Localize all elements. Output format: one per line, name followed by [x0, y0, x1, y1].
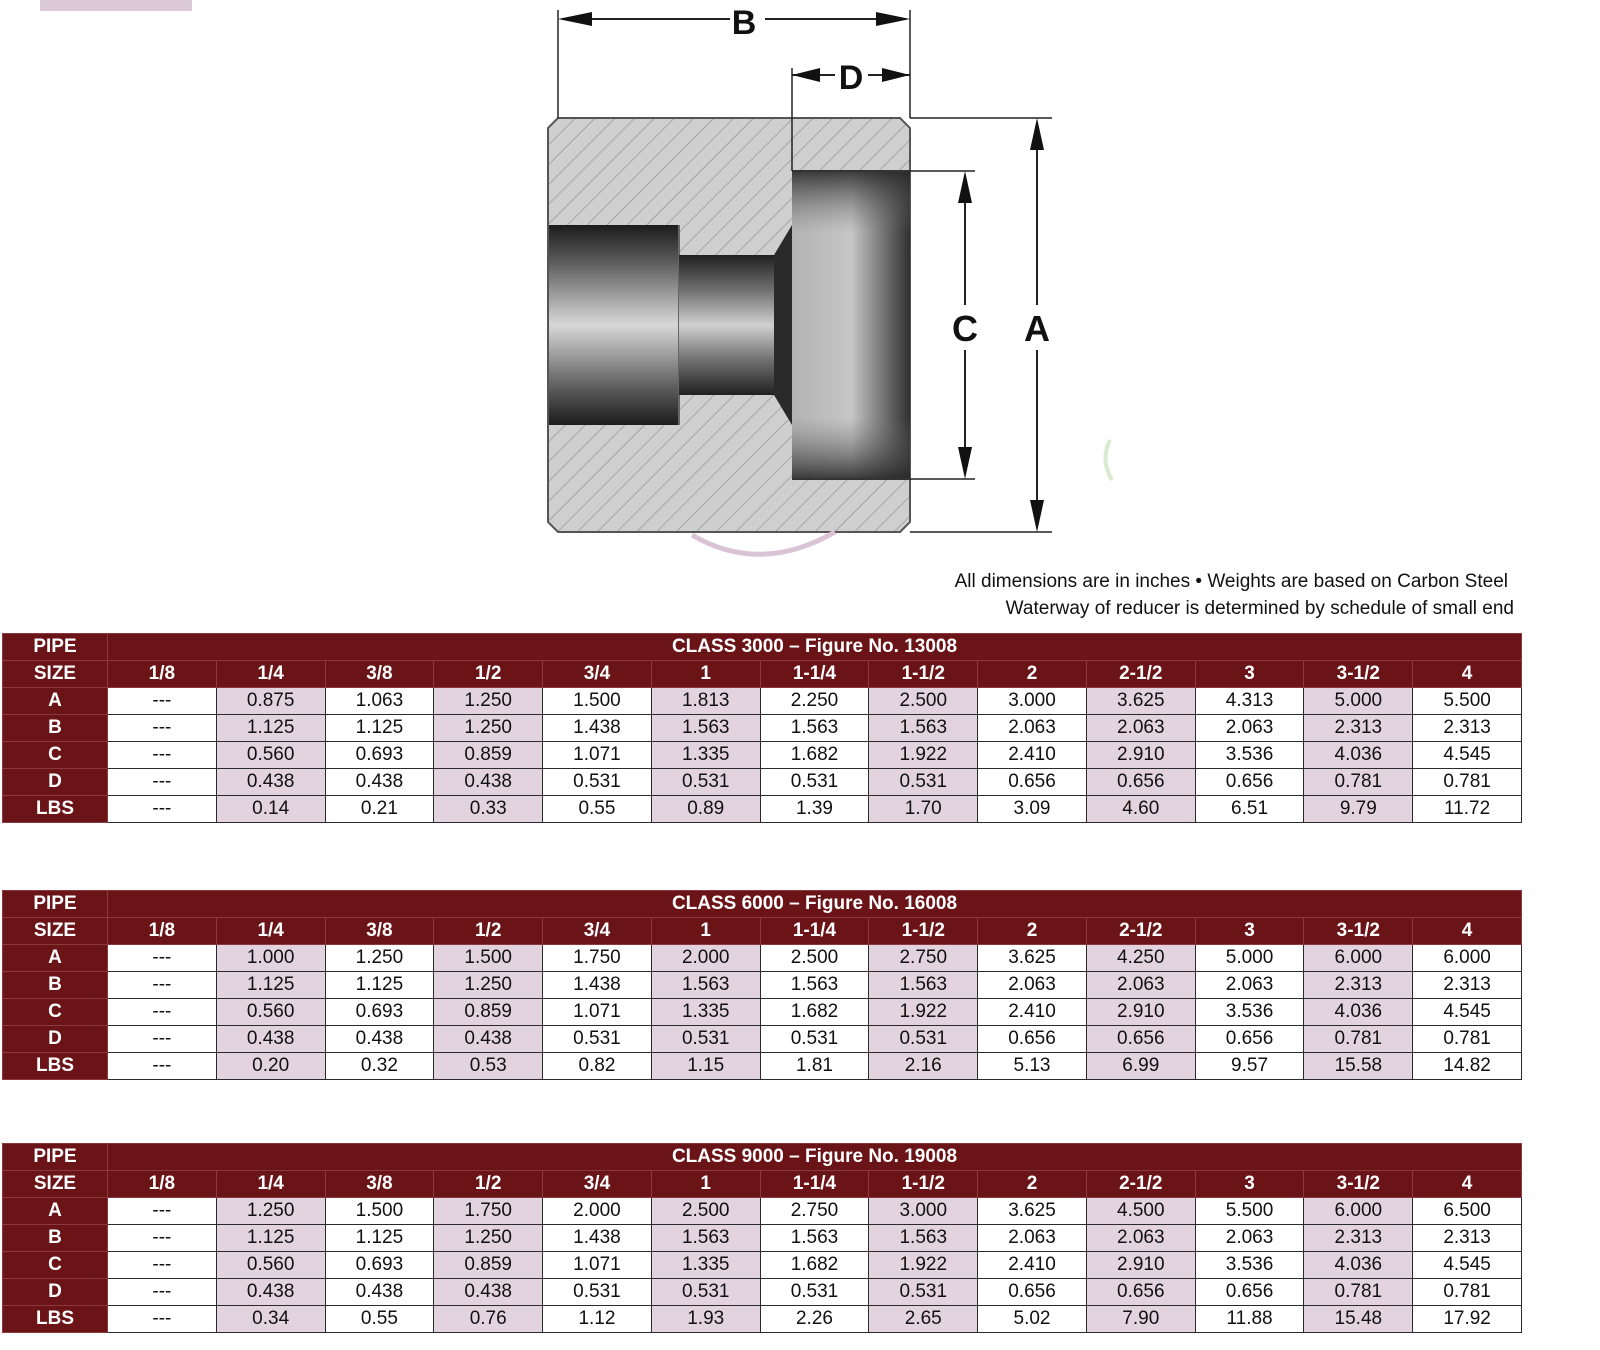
table-cell: 2.000	[543, 1198, 652, 1225]
table-cell: 3.625	[978, 945, 1087, 972]
table-cell: ---	[108, 1279, 217, 1306]
table-cell: 2.26	[760, 1306, 869, 1333]
table-cell: 1.682	[760, 999, 869, 1026]
table-cell: 1.682	[760, 1252, 869, 1279]
table-row	[3, 1053, 1522, 1080]
table-cell: ---	[108, 1225, 217, 1252]
table-cell: 3.000	[978, 688, 1087, 715]
table-cell: 0.438	[325, 1026, 434, 1053]
table-cell: 4.250	[1086, 945, 1195, 972]
table-cell: 1.250	[434, 972, 543, 999]
table-cell: 1.250	[434, 688, 543, 715]
size-column-header: 1/8	[108, 918, 217, 945]
table-cell: 1.250	[325, 945, 434, 972]
table-cell: 1.563	[651, 972, 760, 999]
table-cell: 0.438	[325, 1279, 434, 1306]
table-cell: 2.063	[1086, 715, 1195, 742]
table-cell: ---	[108, 1252, 217, 1279]
header-size: SIZE	[3, 1171, 108, 1198]
size-column-header: 1/4	[216, 918, 325, 945]
table-cell: 2.063	[1086, 1225, 1195, 1252]
size-column-header: 2-1/2	[1086, 918, 1195, 945]
table-cell: 1.813	[651, 688, 760, 715]
table-cell: 6.000	[1304, 1198, 1413, 1225]
table-cell: 1.93	[651, 1306, 760, 1333]
table-cell: 3.536	[1195, 999, 1304, 1026]
table-cell: ---	[108, 945, 217, 972]
table-cell: 0.656	[1086, 769, 1195, 796]
size-column-header: 2-1/2	[1086, 1171, 1195, 1198]
table-cell: 0.693	[325, 999, 434, 1026]
table-row	[3, 945, 1522, 972]
size-column-header: 1	[651, 1171, 760, 1198]
table-cell: 0.438	[434, 1026, 543, 1053]
table-cell: ---	[108, 742, 217, 769]
table-cell: 1.15	[651, 1053, 760, 1080]
size-column-header: 3	[1195, 1171, 1304, 1198]
table-cell: 3.625	[1086, 688, 1195, 715]
table-cell: 0.781	[1304, 1026, 1413, 1053]
table-cell: 5.000	[1195, 945, 1304, 972]
table-cell: 0.781	[1413, 1279, 1522, 1306]
table-cell: 2.313	[1304, 1225, 1413, 1252]
size-column-header: 3/4	[543, 661, 652, 688]
table-cell: 0.656	[978, 769, 1087, 796]
table-cell: 2.063	[1195, 715, 1304, 742]
table-cell: 2.313	[1413, 1225, 1522, 1252]
note-dimensions-units: All dimensions are in inches • Weights are based on Carbon Steel	[954, 571, 1508, 592]
table-cell: 2.750	[760, 1198, 869, 1225]
table-cell: 1.438	[543, 715, 652, 742]
table-cell: 1.682	[760, 742, 869, 769]
table-cell: 0.531	[760, 1026, 869, 1053]
table-cell: 1.125	[325, 715, 434, 742]
table-cell: 0.14	[216, 796, 325, 823]
row-label: B	[3, 972, 108, 999]
table-cell: 3.536	[1195, 1252, 1304, 1279]
table-cell: 1.071	[543, 742, 652, 769]
size-column-header: 3/8	[325, 1171, 434, 1198]
table-cell: 0.656	[1195, 1026, 1304, 1053]
table-cell: 1.922	[869, 999, 978, 1026]
table-cell: 2.410	[978, 1252, 1087, 1279]
table-cell: 3.09	[978, 796, 1087, 823]
header-pipe: PIPE	[3, 1144, 108, 1171]
table-cell: 0.560	[216, 999, 325, 1026]
table-cell: 17.92	[1413, 1306, 1522, 1333]
table-row	[3, 715, 1522, 742]
table-cell: 1.063	[325, 688, 434, 715]
table-cell: 0.55	[325, 1306, 434, 1333]
size-column-header: 3/8	[325, 918, 434, 945]
table-cell: 1.81	[760, 1053, 869, 1080]
table-cell: 0.531	[869, 769, 978, 796]
table-cell: 0.859	[434, 1252, 543, 1279]
header-pipe: PIPE	[3, 634, 108, 661]
size-column-header: 3	[1195, 918, 1304, 945]
table-cell: 2.250	[760, 688, 869, 715]
row-label: B	[3, 715, 108, 742]
size-column-header: 1/2	[434, 661, 543, 688]
table-cell: 2.65	[869, 1306, 978, 1333]
table-cell: 0.82	[543, 1053, 652, 1080]
row-label: LBS	[3, 1053, 108, 1080]
table-cell: 1.563	[869, 972, 978, 999]
table-row	[3, 742, 1522, 769]
table-cell: 1.500	[543, 688, 652, 715]
table-cell: 0.656	[1086, 1279, 1195, 1306]
watermark-arc	[692, 532, 835, 554]
size-column-header: 4	[1413, 661, 1522, 688]
table-cell: 0.531	[869, 1026, 978, 1053]
table-cell: 2.910	[1086, 999, 1195, 1026]
table-cell: 1.563	[760, 715, 869, 742]
table-cell: 4.313	[1195, 688, 1304, 715]
table-row	[3, 1198, 1522, 1225]
table-cell: 2.500	[651, 1198, 760, 1225]
table-cell: 0.76	[434, 1306, 543, 1333]
table-row	[3, 1306, 1522, 1333]
size-column-header: 3/4	[543, 1171, 652, 1198]
table-cell: 0.693	[325, 742, 434, 769]
size-column-header: 2	[978, 918, 1087, 945]
table-cell: 2.313	[1304, 715, 1413, 742]
table-title: CLASS 6000 – Figure No. 16008	[108, 891, 1522, 918]
table-row	[3, 769, 1522, 796]
row-label: C	[3, 742, 108, 769]
table-cell: ---	[108, 1198, 217, 1225]
table-cell: 0.781	[1413, 769, 1522, 796]
row-label: B	[3, 1225, 108, 1252]
size-column-header: 2	[978, 1171, 1087, 1198]
table-row	[3, 1279, 1522, 1306]
table-cell: 6.99	[1086, 1053, 1195, 1080]
table-cell: 0.33	[434, 796, 543, 823]
small-end-bore	[549, 225, 679, 425]
table-row	[3, 999, 1522, 1026]
table-cell: 1.125	[325, 972, 434, 999]
table-cell: 0.438	[216, 1026, 325, 1053]
row-label: LBS	[3, 796, 108, 823]
table-cell: 0.531	[651, 769, 760, 796]
size-column-header: 1	[651, 918, 760, 945]
table-cell: 2.410	[978, 742, 1087, 769]
table-cell: 0.656	[1195, 769, 1304, 796]
header-pipe: PIPE	[3, 891, 108, 918]
table-cell: 1.563	[651, 1225, 760, 1252]
table-cell: 0.438	[434, 769, 543, 796]
table-cell: 0.781	[1304, 769, 1413, 796]
table-cell: 1.250	[216, 1198, 325, 1225]
table-row	[3, 1252, 1522, 1279]
table-cell: 0.531	[651, 1279, 760, 1306]
table-cell: 0.438	[325, 769, 434, 796]
table-cell: 6.000	[1413, 945, 1522, 972]
size-column-header: 1-1/4	[760, 918, 869, 945]
table-cell: 2.910	[1086, 742, 1195, 769]
table-row	[3, 688, 1522, 715]
table-cell: ---	[108, 715, 217, 742]
row-label: A	[3, 945, 108, 972]
table-cell: 0.859	[434, 742, 543, 769]
size-column-header: 3/8	[325, 661, 434, 688]
class-9000-table	[2, 1143, 1522, 1333]
table-cell: 1.250	[434, 715, 543, 742]
header-size: SIZE	[3, 661, 108, 688]
table-cell: 0.438	[434, 1279, 543, 1306]
size-column-header: 1/4	[216, 1171, 325, 1198]
class-3000-table	[2, 633, 1522, 823]
class-6000-table	[2, 890, 1522, 1080]
table-row	[3, 972, 1522, 999]
table-cell: 1.563	[869, 1225, 978, 1252]
table-cell: 9.79	[1304, 796, 1413, 823]
table-cell: 0.20	[216, 1053, 325, 1080]
table-cell: 15.48	[1304, 1306, 1413, 1333]
row-label: A	[3, 688, 108, 715]
size-column-header: 1/8	[108, 661, 217, 688]
table-cell: 0.781	[1413, 1026, 1522, 1053]
table-cell: 3.625	[978, 1198, 1087, 1225]
table-cell: 2.910	[1086, 1252, 1195, 1279]
row-label: D	[3, 1026, 108, 1053]
table-cell: 0.560	[216, 742, 325, 769]
table-cell: 0.34	[216, 1306, 325, 1333]
table-cell: 11.72	[1413, 796, 1522, 823]
taper	[774, 225, 792, 425]
table-cell: 1.563	[869, 715, 978, 742]
row-label: C	[3, 999, 108, 1026]
table-cell: 0.531	[760, 769, 869, 796]
row-label: D	[3, 769, 108, 796]
table-cell: 3.000	[869, 1198, 978, 1225]
table-cell: 2.313	[1413, 972, 1522, 999]
table-cell: 0.55	[543, 796, 652, 823]
table-cell: 5.13	[978, 1053, 1087, 1080]
table-cell: 5.500	[1413, 688, 1522, 715]
table-cell: ---	[108, 1306, 217, 1333]
table-cell: 2.750	[869, 945, 978, 972]
table-cell: 1.12	[543, 1306, 652, 1333]
table-cell: 6.51	[1195, 796, 1304, 823]
table-cell: 6.500	[1413, 1198, 1522, 1225]
table-cell: 2.313	[1413, 715, 1522, 742]
table-cell: 0.656	[978, 1026, 1087, 1053]
size-column-header: 3-1/2	[1304, 1171, 1413, 1198]
table-cell: 0.438	[216, 769, 325, 796]
table-cell: 0.438	[216, 1279, 325, 1306]
table-cell: 1.250	[434, 1225, 543, 1252]
table-cell: 6.000	[1304, 945, 1413, 972]
table-cell: 14.82	[1413, 1053, 1522, 1080]
table-cell: 7.90	[1086, 1306, 1195, 1333]
reducer-cross-section-diagram	[0, 0, 1600, 560]
table-cell: 0.531	[543, 769, 652, 796]
table-cell: 1.500	[434, 945, 543, 972]
size-column-header: 1/2	[434, 918, 543, 945]
table-cell: 4.036	[1304, 742, 1413, 769]
table-cell: 4.545	[1413, 742, 1522, 769]
table-cell: 1.335	[651, 742, 760, 769]
size-column-header: 1-1/2	[869, 918, 978, 945]
table-cell: 3.536	[1195, 742, 1304, 769]
table-cell: 5.500	[1195, 1198, 1304, 1225]
table-cell: 2.410	[978, 999, 1087, 1026]
table-cell: ---	[108, 688, 217, 715]
table-cell: 0.531	[760, 1279, 869, 1306]
table-cell: 2.063	[1086, 972, 1195, 999]
table-cell: 1.335	[651, 999, 760, 1026]
table-cell: 1.750	[434, 1198, 543, 1225]
table-cell: 5.02	[978, 1306, 1087, 1333]
table-cell: 9.57	[1195, 1053, 1304, 1080]
table-cell: 4.036	[1304, 1252, 1413, 1279]
header-size: SIZE	[3, 918, 108, 945]
table-cell: 1.70	[869, 796, 978, 823]
table-row	[3, 1225, 1522, 1252]
table-cell: 1.563	[760, 1225, 869, 1252]
table-cell: 2.063	[1195, 972, 1304, 999]
table-cell: 1.000	[216, 945, 325, 972]
size-column-header: 3/4	[543, 918, 652, 945]
table-cell: ---	[108, 1026, 217, 1053]
size-column-header: 1-1/4	[760, 661, 869, 688]
table-cell: 1.125	[325, 1225, 434, 1252]
size-column-header: 1-1/2	[869, 1171, 978, 1198]
table-cell: 2.313	[1304, 972, 1413, 999]
table-cell: ---	[108, 769, 217, 796]
dim-label-A: A	[1024, 308, 1050, 349]
table-cell: 0.53	[434, 1053, 543, 1080]
table-cell: 1.335	[651, 1252, 760, 1279]
table-cell: 4.545	[1413, 1252, 1522, 1279]
table-cell: 4.60	[1086, 796, 1195, 823]
table-cell: 0.560	[216, 1252, 325, 1279]
table-cell: 2.500	[869, 688, 978, 715]
table-cell: 11.88	[1195, 1306, 1304, 1333]
table-cell: 1.922	[869, 1252, 978, 1279]
table-cell: 0.656	[978, 1279, 1087, 1306]
table-cell: 0.656	[1086, 1026, 1195, 1053]
table-cell: 0.656	[1195, 1279, 1304, 1306]
table-cell: 2.063	[1195, 1225, 1304, 1252]
table-cell: 1.750	[543, 945, 652, 972]
size-column-header: 1-1/2	[869, 661, 978, 688]
table-cell: ---	[108, 796, 217, 823]
table-cell: 0.693	[325, 1252, 434, 1279]
size-column-header: 3-1/2	[1304, 661, 1413, 688]
size-column-header: 1/8	[108, 1171, 217, 1198]
table-cell: 0.21	[325, 796, 434, 823]
table-cell: 4.545	[1413, 999, 1522, 1026]
size-column-header: 2-1/2	[1086, 661, 1195, 688]
table-cell: 1.438	[543, 1225, 652, 1252]
size-column-header: 4	[1413, 1171, 1522, 1198]
table-cell: 1.500	[325, 1198, 434, 1225]
table-cell: 2.063	[978, 715, 1087, 742]
note-waterway: Waterway of reducer is determined by schedule of small end	[1005, 598, 1514, 619]
table-cell: 1.563	[760, 972, 869, 999]
table-cell: 1.071	[543, 1252, 652, 1279]
table-cell: 1.125	[216, 972, 325, 999]
table-title: CLASS 3000 – Figure No. 13008	[108, 634, 1522, 661]
table-cell: 0.875	[216, 688, 325, 715]
table-cell: 1.125	[216, 715, 325, 742]
table-cell: 0.32	[325, 1053, 434, 1080]
size-column-header: 1-1/4	[760, 1171, 869, 1198]
table-cell: 2.000	[651, 945, 760, 972]
table-title: CLASS 9000 – Figure No. 19008	[108, 1144, 1522, 1171]
table-cell: 4.036	[1304, 999, 1413, 1026]
table-cell: 0.859	[434, 999, 543, 1026]
table-cell: 1.125	[216, 1225, 325, 1252]
size-column-header: 3	[1195, 661, 1304, 688]
dim-label-D: D	[838, 59, 864, 97]
row-label: C	[3, 1252, 108, 1279]
table-cell: 2.500	[760, 945, 869, 972]
dim-label-C: C	[952, 308, 978, 349]
dim-label-B: B	[731, 4, 757, 42]
table-cell: 4.500	[1086, 1198, 1195, 1225]
table-cell: 0.531	[543, 1026, 652, 1053]
table-cell: 0.531	[651, 1026, 760, 1053]
size-column-header: 4	[1413, 918, 1522, 945]
size-column-header: 1/2	[434, 1171, 543, 1198]
table-row	[3, 1026, 1522, 1053]
table-cell: 0.781	[1304, 1279, 1413, 1306]
waterway-bore	[679, 255, 774, 395]
table-cell: 2.063	[978, 972, 1087, 999]
size-column-header: 1	[651, 661, 760, 688]
table-cell: 2.16	[869, 1053, 978, 1080]
row-label: D	[3, 1279, 108, 1306]
size-column-header: 2	[978, 661, 1087, 688]
table-cell: 1.071	[543, 999, 652, 1026]
table-cell: ---	[108, 1053, 217, 1080]
table-cell: 1.922	[869, 742, 978, 769]
size-column-header: 1/4	[216, 661, 325, 688]
table-cell: 2.063	[978, 1225, 1087, 1252]
table-cell: 1.563	[651, 715, 760, 742]
table-cell: 0.89	[651, 796, 760, 823]
row-label: A	[3, 1198, 108, 1225]
table-cell: 15.58	[1304, 1053, 1413, 1080]
table-cell: 0.531	[869, 1279, 978, 1306]
table-cell: 1.438	[543, 972, 652, 999]
table-cell: 1.39	[760, 796, 869, 823]
row-label: LBS	[3, 1306, 108, 1333]
table-cell: 0.531	[543, 1279, 652, 1306]
table-cell: ---	[108, 999, 217, 1026]
table-cell: ---	[108, 972, 217, 999]
table-row	[3, 796, 1522, 823]
size-column-header: 3-1/2	[1304, 918, 1413, 945]
table-cell: 5.000	[1304, 688, 1413, 715]
